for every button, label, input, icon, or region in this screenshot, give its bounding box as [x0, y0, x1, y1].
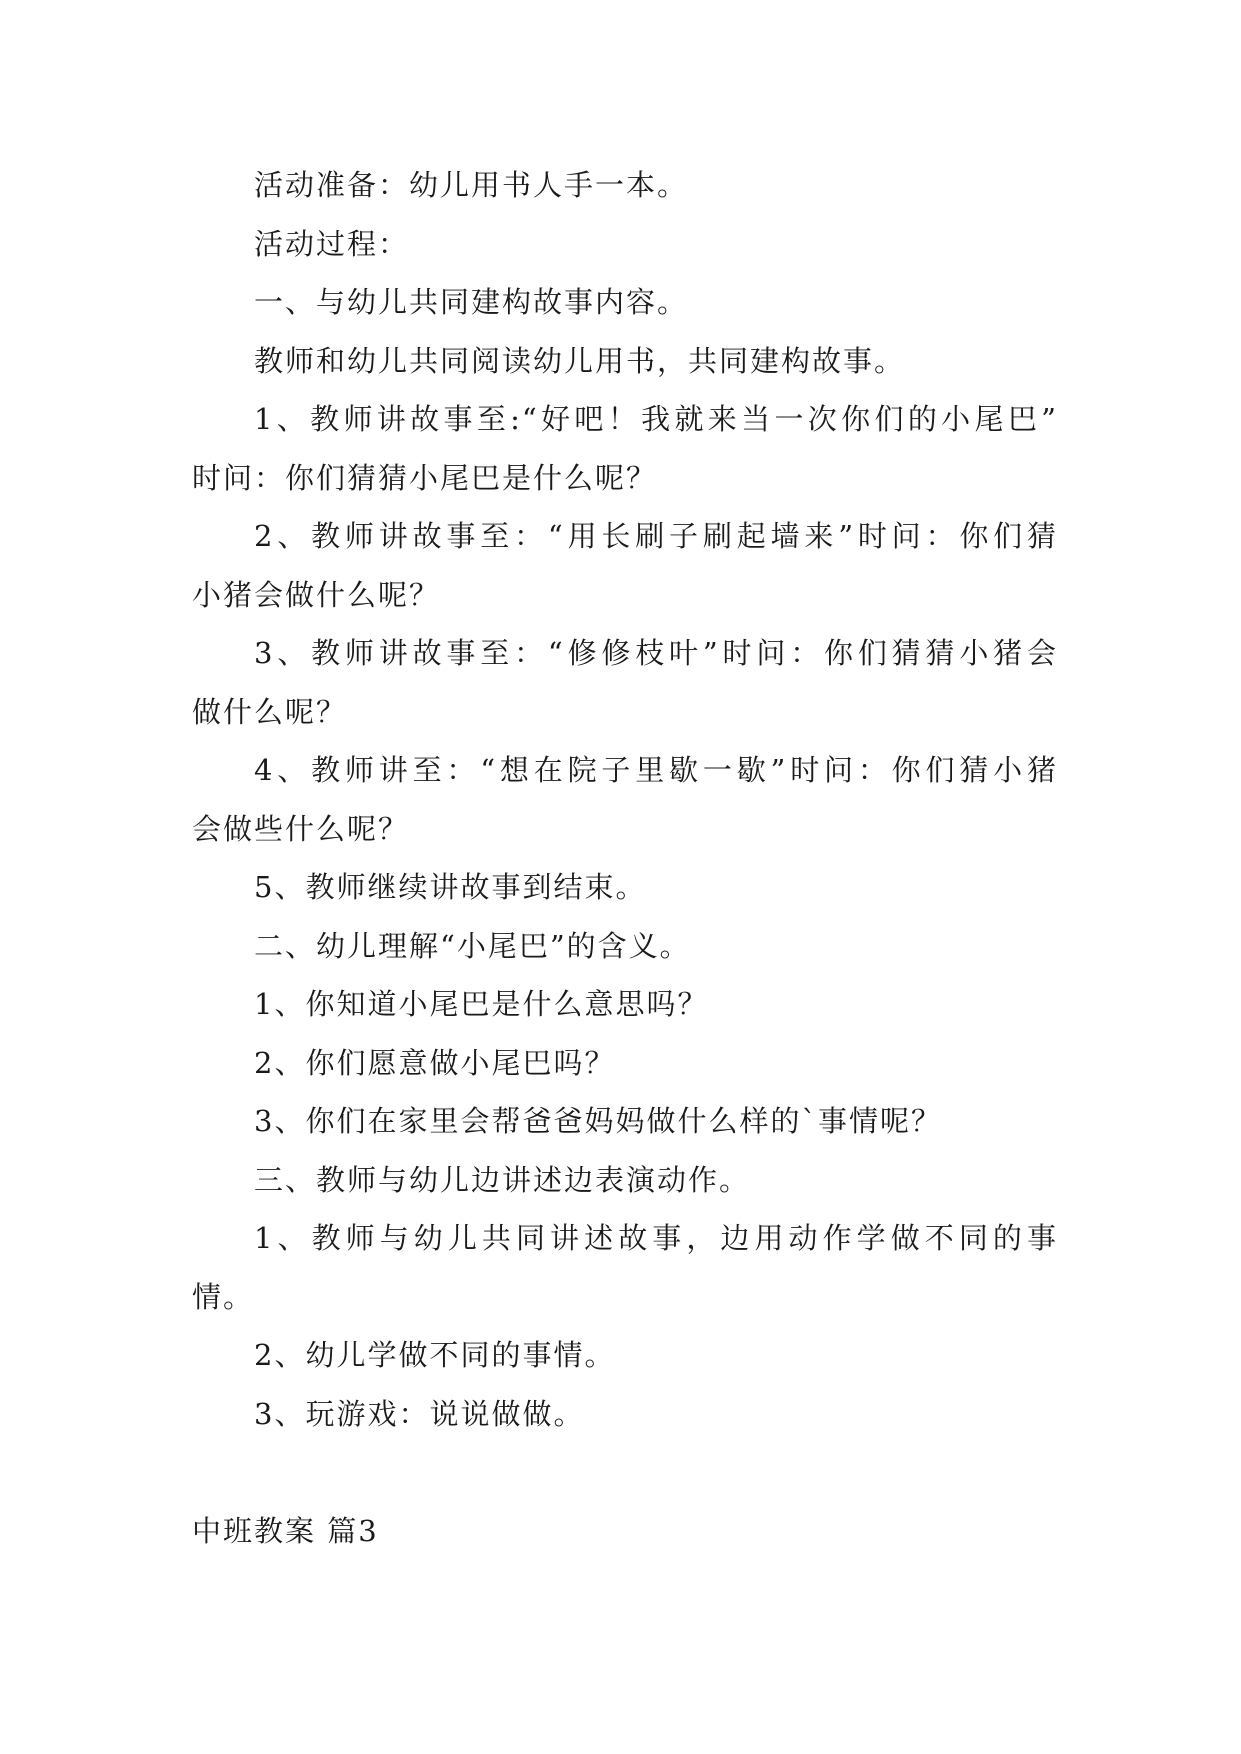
- paragraph-line: 三、教师与幼儿边讲述边表演动作。: [254, 1162, 751, 1197]
- paragraph: [192, 332, 1058, 391]
- paragraph-line: 2、你们愿意做小尾巴吗？: [254, 1045, 616, 1080]
- paragraph: [192, 1326, 1058, 1385]
- section-heading: 中班教案 篇3: [192, 1513, 379, 1548]
- paragraph-line: 2、幼儿学做不同的事情。: [254, 1338, 616, 1372]
- paragraph-line: 3、玩游戏：说说做做。: [254, 1396, 585, 1431]
- paragraph-line: 活动准备：幼儿用书人手一本。: [254, 168, 689, 202]
- paragraph-line: 1、教师讲故事至:“好吧！我就来当一次你们的小尾巴”: [254, 402, 1058, 436]
- paragraph-line: 会做些什么呢？: [192, 811, 410, 846]
- paragraph: [192, 1151, 1058, 1210]
- paragraph-line: 情。: [192, 1279, 255, 1314]
- paragraph-line: 4、教师讲至：“想在院子里歇一歇”时问：你们猜小猪: [254, 753, 1058, 787]
- paragraph: [192, 1034, 1058, 1093]
- paragraph: [192, 917, 1058, 976]
- paragraph-line: 3、教师讲故事至：“修修枝叶”时问：你们猜猜小猪会: [254, 636, 1058, 670]
- paragraph: [192, 1385, 1058, 1444]
- paragraph-line: 时问：你们猜猜小尾巴是什么呢？: [192, 460, 658, 495]
- paragraph-line: 小猪会做什么呢？: [192, 577, 441, 612]
- paragraph-line: 1、教师与幼儿共同讲述故事，边用动作学做不同的事: [254, 1221, 1058, 1255]
- paragraph: [192, 1209, 1058, 1326]
- paragraph: [192, 215, 1058, 274]
- paragraph-line: 2、教师讲故事至：“用长刷子刷起墙来”时问：你们猜: [254, 519, 1058, 553]
- paragraph: [192, 390, 1058, 507]
- paragraph-line: 3、你们在家里会帮爸爸妈妈做什么样的`事情呢？: [254, 1104, 942, 1138]
- document-body: [192, 156, 1058, 1560]
- paragraph-line: 1、你知道小尾巴是什么意思吗？: [254, 987, 709, 1021]
- paragraph-line: 做什么呢？: [192, 694, 348, 729]
- paragraph: [192, 507, 1058, 624]
- paragraph-line: 活动过程：: [254, 226, 410, 261]
- paragraph: [192, 858, 1058, 917]
- paragraph: [192, 156, 1058, 215]
- paragraph: [192, 273, 1058, 332]
- paragraph-line: 教师和幼儿共同阅读幼儿用书，共同建构故事。: [254, 343, 906, 378]
- paragraph-line: 5、教师继续讲故事到结束。: [254, 870, 647, 904]
- paragraph: [192, 1092, 1058, 1151]
- paragraph-line: 一、与幼儿共同建构故事内容。: [254, 285, 689, 319]
- paragraph-line: 二、幼儿理解“小尾巴”的含义。: [254, 928, 691, 963]
- paragraph: [192, 741, 1058, 858]
- paragraph: [192, 975, 1058, 1034]
- paragraph: [192, 624, 1058, 741]
